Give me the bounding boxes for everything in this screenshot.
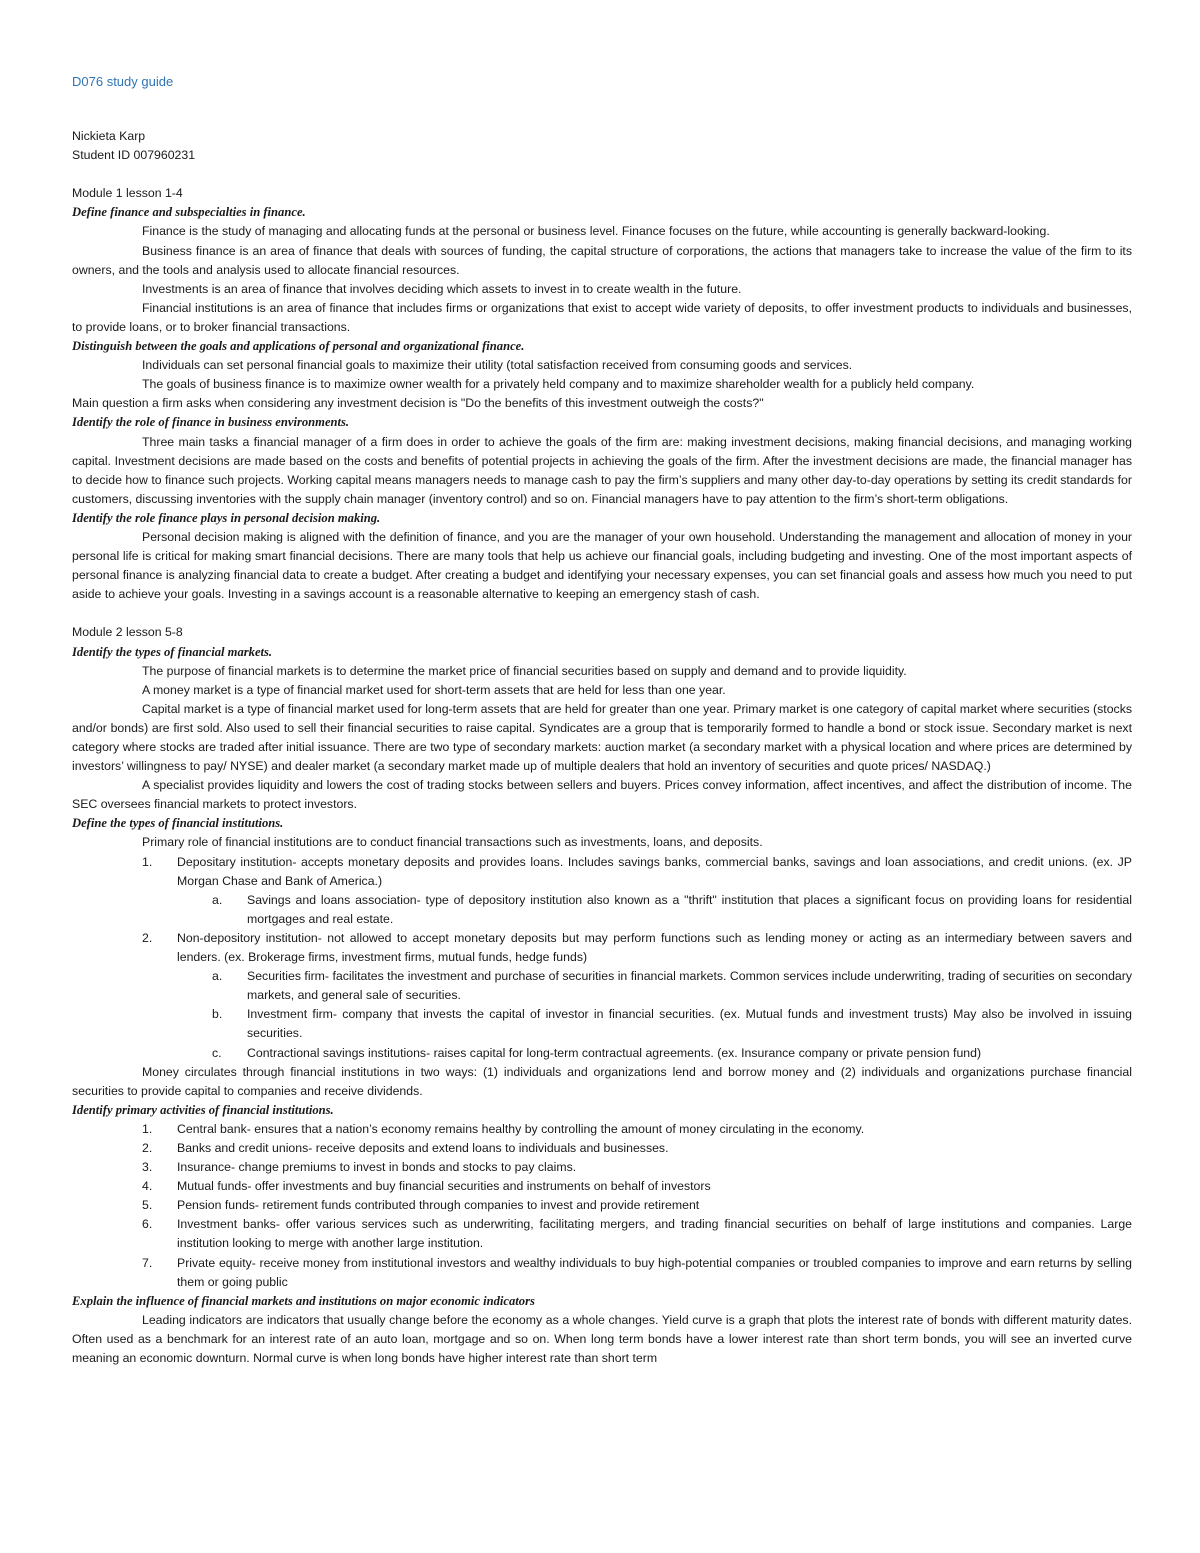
module2-question-3: Identify primary activities of financial institutions. — [72, 1102, 334, 1117]
list-item: 6. Investment banks- offer various services such as underwriting, facilitating mergers, and trading financial securities on behalf of large institutions and companies. Large institution looking to merge with another large institution. — [142, 1217, 1132, 1251]
paragraph: The purpose of financial markets is to determine the market price of financial securities based on supply and demand and to provide liquidity. — [142, 663, 907, 678]
list-item: b. Investment firm- company that invests the capital of investor in financial securities. (ex. Mutual funds and investment trusts) May also be involved in issuing securities. — [212, 1007, 1132, 1041]
paragraph: Business finance is an area of finance that deals with sources of funding, the capital structure of corporations, the actions that managers take to increase the value of the firm to its owners, and the tools and analysis used to allocate financial resources. — [72, 243, 1132, 277]
author-name: Nickieta Karp — [72, 129, 146, 143]
paragraph: Personal decision making is aligned with the definition of finance, and you are the manager of your own household. Understanding the management and allocation of money in your personal life is critical for making smart financial decisions. There are many tools that help us achieve our financial goals, including budgeting and investing. One of the most important aspects of personal finance is analyzing financial data to create a budget. After creating a budget and identifying your necessary expenses, you can set financial goals and assess how much you need to put aside to achieve your goals. Investing in a savings account is a reasonable alternative to keeping an emergency stash of cash. — [72, 529, 1132, 602]
list-item: 7. Private equity- receive money from institutional investors and wealthy individuals to buy high-potential companies or troubled companies to improve and earn returns by selling them or going public — [142, 1255, 1132, 1289]
paragraph: Money circulates through financial institutions in two ways: (1) individuals and organizations lend and borrow money and (2) individuals and organizations purchase financial securities to provide capital to companies and receive dividends. — [72, 1064, 1132, 1098]
module1-question-3: Identify the role of finance in business environments. — [72, 415, 350, 430]
paragraph: Finance is the study of managing and allocating funds at the personal or business level. Finance focuses on the future, while accounting is generally backward-looking. — [142, 224, 1050, 239]
list-item: 5. Pension funds- retirement funds contributed through companies to invest and provide retirement — [142, 1198, 700, 1213]
module1-question-4: Identify the role finance plays in personal decision making. — [72, 510, 381, 525]
paragraph: Three main tasks a financial manager of a firm does in order to achieve the goals of the firm are: making investment decisions, making financial decisions, and managing working capital. Investment decisions are made based on the costs and benefits of potential projects in achieving the goals of the firm. After the investment decisions are made, the financial manager has to decide how to finance such projects. Working capital means managers needs to manage cash to pay the firm’s suppliers and many other day-to-day operations by setting its credit standards for customers, discussing inventories with the supply chain manager (inventory control) and so on. Financial managers have to pay attention to the firm’s short-term obligations. — [72, 434, 1132, 506]
module1-question-2: Distinguish between the goals and applications of personal and organizational finance. — [72, 339, 525, 354]
paragraph: A specialist provides liquidity and lowers the cost of trading stocks between sellers and buyers. Prices convey information, affect incentives, and affect the distribution of income. The SEC oversees financial markets to protect investors. — [72, 778, 1132, 812]
list-item: c. Contractional savings institutions- raises capital for long-term contractual agreements. (ex. Insurance company or private pension fund) — [212, 1045, 982, 1060]
paragraph: Main question a firm asks when considering any investment decision is "Do the benefits of this investment outweigh the costs?" — [72, 396, 764, 411]
list-item: 1. Depositary institution- accepts monetary deposits and provides loans. Includes savings banks, commercial banks, savings and loan associations, and credit unions. (ex. JP Morgan Chase and Bank of America.) — [142, 854, 1132, 888]
list-item: 1. Central bank- ensures that a nation’s economy remains healthy by controlling the amount of money circulating in the economy. — [142, 1121, 865, 1136]
paragraph: Leading indicators are indicators that usually change before the economy as a whole changes. Yield curve is a graph that plots the interest rate of bonds with different maturity dates. Often used as a benchmark for an interest rate of an auto loan, mortgage and so on. When long term bonds have a lower interest rate than short term bonds, you will see an inverted curve meaning an economic downturn. Normal curve is when long bonds have higher interest rate than short term — [72, 1312, 1132, 1365]
paragraph: Primary role of financial institutions are to conduct financial transactions such as investments, loans, and deposits. — [142, 835, 763, 850]
list-item: 2. Non-depository institution- not allowed to accept monetary deposits but may perform functions such as lending money or acting as an intermediary between savers and lenders. (ex. Brokerage firms, investment firms, mutual funds, hedge funds) — [142, 930, 1132, 965]
list-item: a. Securities firm- facilitates the investment and purchase of securities in financial markets. Common services include underwriting, trading of securities on secondary markets, and general sale of securities. — [212, 969, 1132, 1003]
paragraph: Capital market is a type of financial market used for long-term assets that are held for greater than one year. Primary market is one category of capital market where securities (stocks and/or bonds) are first sold. Also used to sell their financial securities to raise capital. Syndicates are a group that is temporarily formed to handle a bond or stock issue. Secondary market is next category where stocks are traded after initial issuance. There are two type of secondary markets: auction market (a secondary market with a physical location and where prices are determined by investors’ willingness to pay/ NYSE) and dealer market (a secondary market made up of multiple dealers that hold an inventory of securities and quote prices/ NASDAQ.) — [72, 701, 1132, 774]
list-item: 2. Banks and credit unions- receive deposits and extend loans to individuals and businesses. — [142, 1140, 669, 1155]
document-body — [72, 127, 1132, 1368]
student-id: Student ID 007960231 — [72, 148, 196, 163]
paragraph: Investments is an area of finance that involves deciding which assets to invest in to create wealth in the future. — [142, 281, 742, 296]
module2-heading: Module 2 lesson 5-8 — [72, 625, 183, 640]
paragraph: Individuals can set personal financial goals to maximize their utility (total satisfaction received from consuming goods and services. — [142, 358, 853, 373]
module2-question-2: Define the types of financial institutions. — [72, 816, 284, 831]
paragraph: The goals of business finance is to maximize owner wealth for a privately held company and to maximize shareholder wealth for a publicly held company. — [142, 377, 975, 392]
document-title: D076 study guide — [72, 74, 174, 89]
module2-question-1: Identify the types of financial markets. — [72, 644, 273, 659]
module1-question-1: Define finance and subspecialties in finance. — [72, 205, 306, 220]
list-item: a. Savings and loans association- type of depository institution also known as a "thrift" institution that places a significant focus on providing loans for residential mortgages and real estate. — [212, 892, 1132, 926]
list-item: 3. Insurance- change premiums to invest in bonds and stocks to pay claims. — [142, 1160, 577, 1175]
list-item: 4. Mutual funds- offer investments and buy financial securities and instruments on behalf of investors — [142, 1179, 711, 1194]
module2-question-4: Explain the influence of financial markets and institutions on major economic indicators — [72, 1293, 535, 1308]
paragraph: A money market is a type of financial market used for short-term assets that are held for less than one year. — [142, 682, 726, 697]
module1-heading: Module 1 lesson 1-4 — [72, 186, 183, 201]
paragraph: Financial institutions is an area of finance that includes firms or organizations that exist to accept wide variety of deposits, to offer investment products to individuals and businesses, to provide loans, or to broker financial transactions. — [72, 300, 1132, 334]
